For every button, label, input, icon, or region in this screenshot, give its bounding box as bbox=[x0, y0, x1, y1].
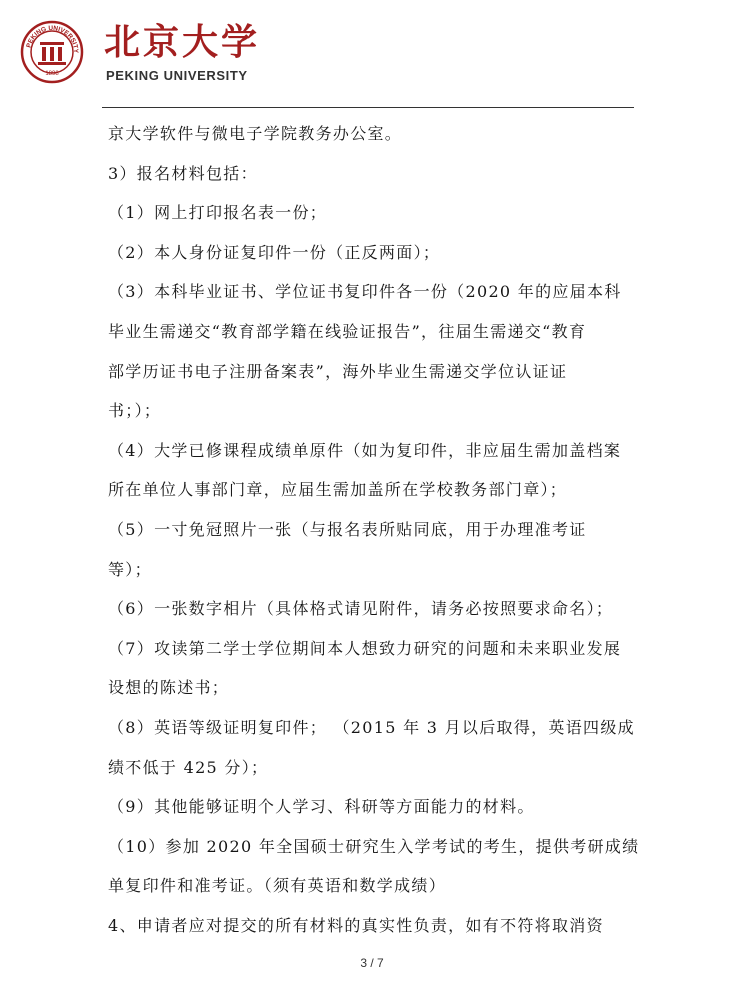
text-line: 部学历证书电子注册备案表”，海外毕业生需递交学位认证证 bbox=[108, 361, 568, 381]
logo-english: PEKING UNIVERSITY bbox=[106, 68, 248, 83]
text-line: 书；）； bbox=[108, 401, 162, 421]
logo-chinese: 北京大学 bbox=[104, 21, 261, 63]
text-line: （4）大学已修课程成绩单原件（如为复印件，非应届生需加盖档案 bbox=[108, 440, 622, 460]
peking-university-seal-icon bbox=[20, 20, 84, 84]
text-line: 绩不低于 425 分）； bbox=[108, 757, 269, 777]
header-divider bbox=[102, 107, 634, 108]
text-line: （3）本科毕业证书、学位证书复印件各一份（2020 年的应届本科 bbox=[108, 282, 622, 302]
text-line: 毕业生需递交“教育部学籍在线验证报告”，往届生需递交“教育 bbox=[108, 321, 587, 341]
text-line: （8）英语等级证明复印件； （2015 年 3 月以后取得，英语四级成 bbox=[108, 717, 635, 737]
text-line: 京大学软件与微电子学院教务办公室。 bbox=[108, 124, 403, 143]
text-line: （2）本人身份证复印件一份（正反两面）； bbox=[108, 242, 441, 262]
text-line: （6）一张数字相片（具体格式请见附件，请务必按照要求命名）； bbox=[108, 599, 614, 619]
text-line: 等）； bbox=[108, 559, 152, 579]
text-line: 所在单位人事部门章，应届生需加盖所在学校教务部门章）； bbox=[108, 480, 568, 500]
text-line: 单复印件和准考证。（须有英语和数学成绩） bbox=[108, 876, 447, 896]
text-line: 设想的陈述书； bbox=[108, 678, 230, 698]
text-line: （7）攻读第二学士学位期间本人想致力研究的问题和未来职业发展 bbox=[108, 638, 622, 658]
text-line: 3）报名材料包括： bbox=[108, 163, 258, 183]
text-line: （10）参加 2020 年全国硕士研究生入学考试的考生，提供考研成绩 bbox=[108, 836, 640, 856]
text-line: （5）一寸免冠照片一张（与报名表所贴同底，用于办理准考证 bbox=[108, 519, 587, 539]
text-line: （1）网上打印报名表一份； bbox=[108, 203, 328, 223]
page-number: 3 / 7 bbox=[360, 956, 384, 970]
document-body bbox=[108, 114, 648, 945]
university-header bbox=[20, 20, 380, 90]
text-line: 4、申请者应对提交的所有材料的真实性负责，如有不符将取消资 bbox=[108, 915, 604, 935]
text-line: （9）其他能够证明个人学习、科研等方面能力的材料。 bbox=[108, 797, 535, 817]
svg-text:PEKING UNIVERSITY: PEKING UNIVERSITY bbox=[25, 24, 80, 54]
seal-year: 1898 bbox=[45, 71, 59, 77]
